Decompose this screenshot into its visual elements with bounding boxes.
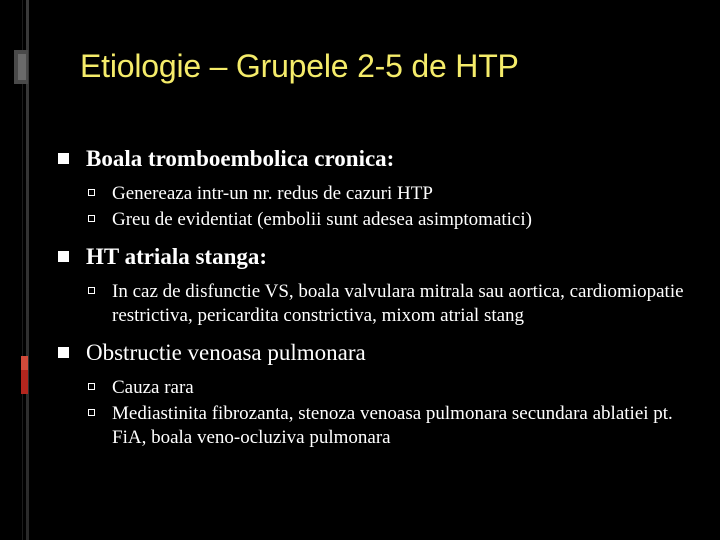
bullet-level-2 — [56, 280, 706, 328]
hollow-square-bullet-icon — [88, 287, 95, 294]
bullet-group — [56, 338, 706, 450]
sub-bullet-text: Cauza rara — [112, 377, 194, 398]
bullet-text: HT atriala stanga: — [86, 244, 268, 269]
hollow-square-bullet-icon — [88, 409, 95, 416]
bullet-text: Obstructie venoasa pulmonara — [86, 340, 366, 365]
bullet-level-2 — [56, 402, 706, 450]
bullet-group — [56, 144, 706, 232]
bullet-level-1 — [56, 242, 706, 272]
square-bullet-icon — [58, 347, 69, 358]
sub-bullet-text: Genereaza intr-un nr. redus de cazuri HTP — [112, 183, 433, 204]
hollow-square-bullet-icon — [88, 383, 95, 390]
bullet-level-1 — [56, 144, 706, 174]
square-bullet-icon — [58, 153, 69, 164]
slide-title: Etiologie – Grupele 2-5 de HTP — [80, 48, 519, 84]
bullet-level-2 — [56, 376, 706, 400]
hollow-square-bullet-icon — [88, 189, 95, 196]
title-marker-inner — [18, 54, 26, 80]
bullet-level-2 — [56, 208, 706, 232]
square-bullet-icon — [58, 251, 69, 262]
sub-bullet-text: Mediastinita fibrozanta, stenoza venoasa pulmonara secundara ablatiei pt. FiA, boala veno-ocluziva pulmonara — [112, 403, 673, 448]
hollow-square-bullet-icon — [88, 215, 95, 222]
bullet-level-2 — [56, 182, 706, 206]
slide-body — [56, 144, 706, 460]
bullet-level-1 — [56, 338, 706, 368]
sub-bullet-text: Greu de evidentiat (embolii sunt adesea asimptomatici) — [112, 209, 532, 230]
sub-bullet-text: In caz de disfunctie VS, boala valvulara mitrala sau aortica, cardiomiopatie restrictiva, pericardita constrictiva, mixom atrial stang — [112, 281, 684, 326]
bullet-text: Boala tromboembolica cronica: — [86, 146, 395, 171]
bullet-group — [56, 242, 706, 328]
accent-red-mark-highlight — [21, 356, 28, 370]
